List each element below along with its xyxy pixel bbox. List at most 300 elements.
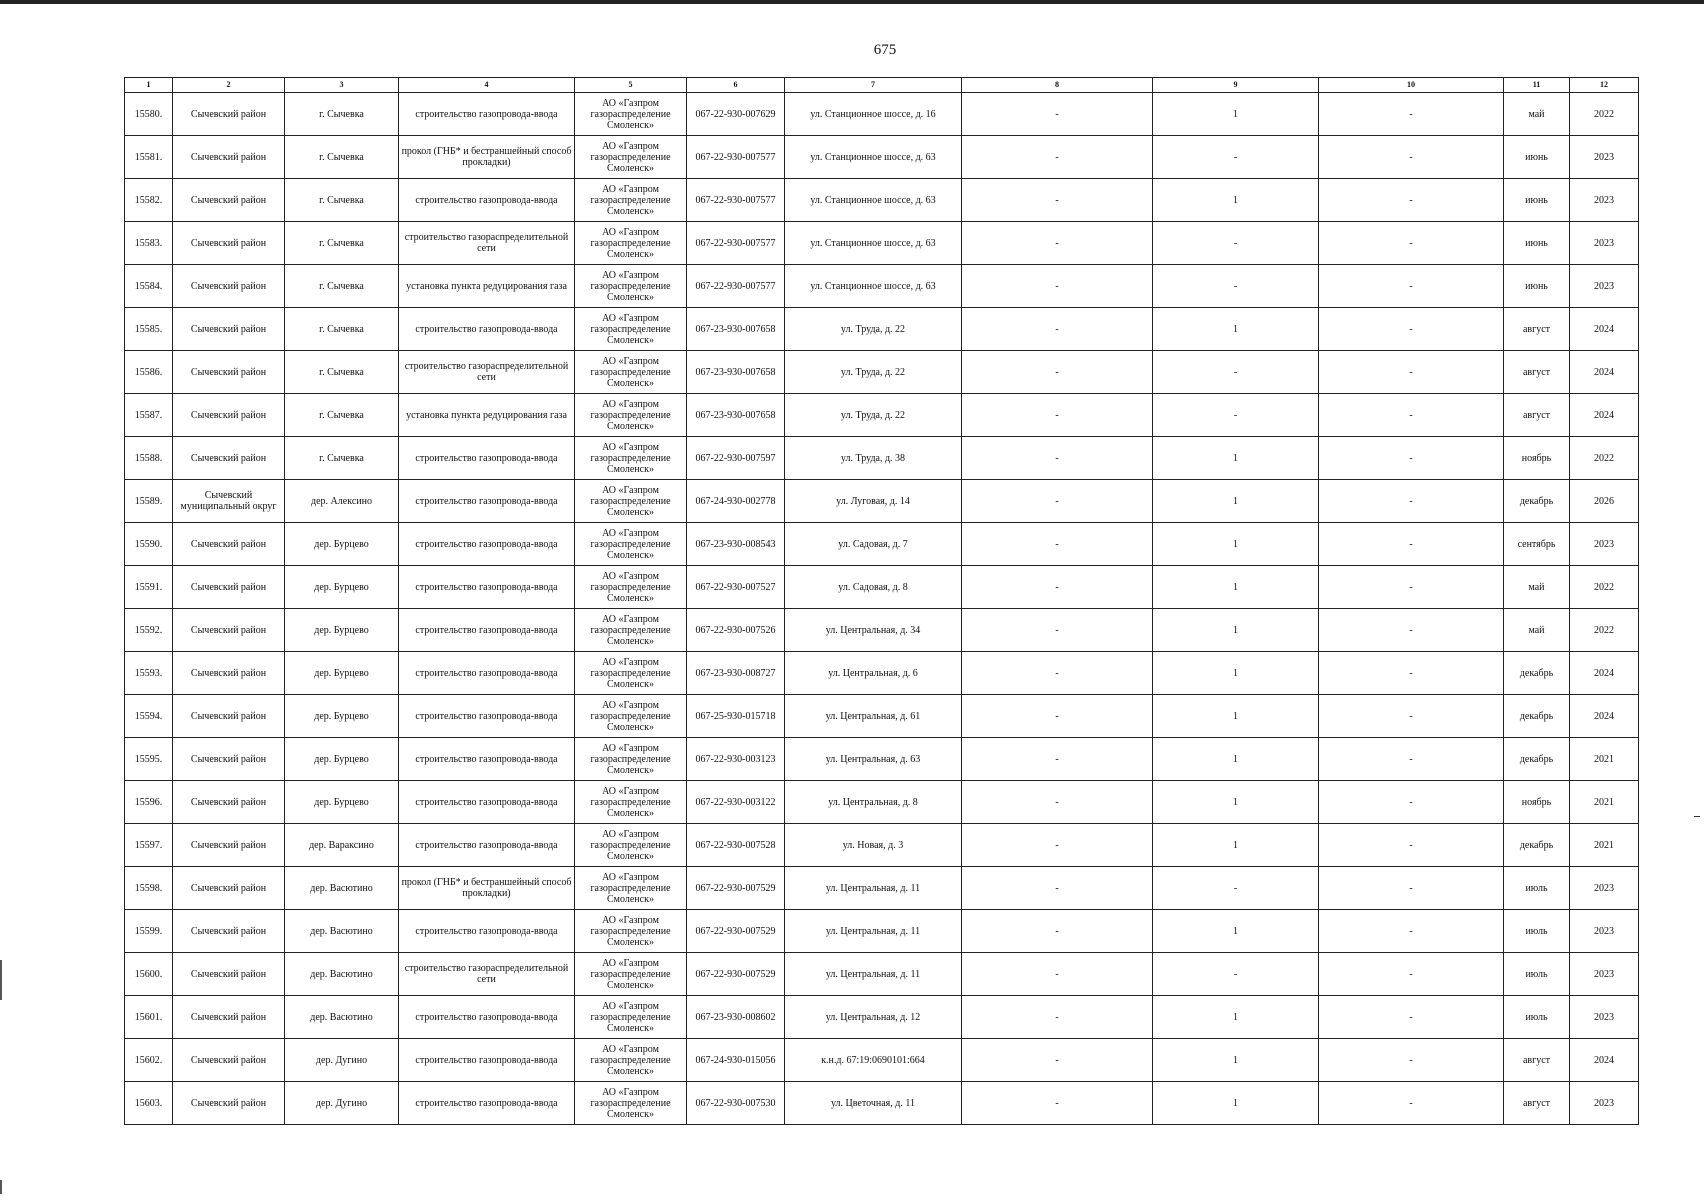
header-cell-5: 5 [575, 78, 687, 93]
header-cell-4: 4 [399, 78, 575, 93]
address-cell: ул. Центральная, д. 6 [785, 652, 962, 695]
col8-cell: - [962, 308, 1153, 351]
table-row [125, 179, 1639, 222]
district-cell: Сычевский район [173, 738, 285, 781]
work-type-cell: строительство газопровода-ввода [399, 566, 575, 609]
address-cell: ул. Садовая, д. 7 [785, 523, 962, 566]
header-cell-3: 3 [285, 78, 399, 93]
address-cell: ул. Труда, д. 22 [785, 394, 962, 437]
col9-cell: 1 [1153, 824, 1319, 867]
work-type-cell: строительство газопровода-ввода [399, 1082, 575, 1125]
district-cell: Сычевский район [173, 523, 285, 566]
table-row [125, 480, 1639, 523]
col9-cell: 1 [1153, 523, 1319, 566]
application-number-cell: 067-23-930-008727 [687, 652, 785, 695]
organization-cell: АО «Газпром газораспределение Смоленск» [575, 781, 687, 824]
table-row [125, 695, 1639, 738]
col8-cell: - [962, 867, 1153, 910]
settlement-cell: г. Сычевка [285, 308, 399, 351]
year-cell: 2024 [1570, 652, 1639, 695]
header-cell-7: 7 [785, 78, 962, 93]
table-row [125, 437, 1639, 480]
organization-cell: АО «Газпром газораспределение Смоленск» [575, 265, 687, 308]
col9-cell: - [1153, 394, 1319, 437]
row-number-cell: 15594. [125, 695, 173, 738]
month-cell: декабрь [1504, 738, 1570, 781]
page-number: 675 [873, 42, 897, 58]
application-number-cell: 067-22-930-007529 [687, 953, 785, 996]
table-row [125, 566, 1639, 609]
col9-cell: 1 [1153, 566, 1319, 609]
district-cell: Сычевский район [173, 93, 285, 136]
application-number-cell: 067-22-930-007528 [687, 824, 785, 867]
work-type-cell: установка пункта редуцирования газа [399, 394, 575, 437]
row-number-cell: 15597. [125, 824, 173, 867]
month-cell: май [1504, 566, 1570, 609]
settlement-cell: дер. Бурцево [285, 781, 399, 824]
col8-cell: - [962, 695, 1153, 738]
col10-cell: - [1319, 1039, 1504, 1082]
organization-cell: АО «Газпром газораспределение Смоленск» [575, 351, 687, 394]
col10-cell: - [1319, 437, 1504, 480]
month-cell: декабрь [1504, 480, 1570, 523]
address-cell: ул. Центральная, д. 11 [785, 867, 962, 910]
month-cell: май [1504, 93, 1570, 136]
district-cell: Сычевский муниципальный округ [173, 480, 285, 523]
col10-cell: - [1319, 996, 1504, 1039]
col10-cell: - [1319, 523, 1504, 566]
work-type-cell: прокол (ГНБ* и бестраншейный способ прокладки) [399, 136, 575, 179]
row-number-cell: 15592. [125, 609, 173, 652]
month-cell: август [1504, 1039, 1570, 1082]
application-number-cell: 067-23-930-008602 [687, 996, 785, 1039]
col10-cell: - [1319, 93, 1504, 136]
header-cell-12: 12 [1570, 78, 1639, 93]
table-body [125, 93, 1639, 1125]
settlement-cell: г. Сычевка [285, 136, 399, 179]
table-row [125, 781, 1639, 824]
address-cell: ул. Станционное шоссе, д. 63 [785, 179, 962, 222]
settlement-cell: г. Сычевка [285, 222, 399, 265]
row-number-cell: 15585. [125, 308, 173, 351]
work-type-cell: строительство газораспределительной сети [399, 222, 575, 265]
year-cell: 2024 [1570, 1039, 1639, 1082]
settlement-cell: г. Сычевка [285, 179, 399, 222]
col8-cell: - [962, 480, 1153, 523]
application-number-cell: 067-22-930-007577 [687, 179, 785, 222]
work-type-cell: строительство газопровода-ввода [399, 824, 575, 867]
row-number-cell: 15588. [125, 437, 173, 480]
table-row [125, 351, 1639, 394]
col10-cell: - [1319, 695, 1504, 738]
month-cell: август [1504, 394, 1570, 437]
col8-cell: - [962, 781, 1153, 824]
district-cell: Сычевский район [173, 308, 285, 351]
settlement-cell: дер. Вараксино [285, 824, 399, 867]
settlement-cell: г. Сычевка [285, 265, 399, 308]
col10-cell: - [1319, 781, 1504, 824]
application-number-cell: 067-25-930-015718 [687, 695, 785, 738]
address-cell: ул. Цветочная, д. 11 [785, 1082, 962, 1125]
year-cell: 2022 [1570, 437, 1639, 480]
work-type-cell: строительство газопровода-ввода [399, 910, 575, 953]
col10-cell: - [1319, 222, 1504, 265]
district-cell: Сычевский район [173, 179, 285, 222]
month-cell: июнь [1504, 222, 1570, 265]
scan-edge-mark [0, 1180, 2, 1194]
table-row [125, 609, 1639, 652]
col8-cell: - [962, 738, 1153, 781]
month-cell: август [1504, 1082, 1570, 1125]
work-type-cell: строительство газопровода-ввода [399, 93, 575, 136]
col9-cell: 1 [1153, 1039, 1319, 1082]
year-cell: 2023 [1570, 136, 1639, 179]
organization-cell: АО «Газпром газораспределение Смоленск» [575, 566, 687, 609]
col9-cell: - [1153, 351, 1319, 394]
address-cell: ул. Центральная, д. 34 [785, 609, 962, 652]
year-cell: 2023 [1570, 910, 1639, 953]
col8-cell: - [962, 1039, 1153, 1082]
organization-cell: АО «Газпром газораспределение Смоленск» [575, 867, 687, 910]
address-cell: ул. Центральная, д. 8 [785, 781, 962, 824]
col9-cell: 1 [1153, 437, 1319, 480]
col10-cell: - [1319, 566, 1504, 609]
col10-cell: - [1319, 953, 1504, 996]
col9-cell: 1 [1153, 480, 1319, 523]
work-type-cell: установка пункта редуцирования газа [399, 265, 575, 308]
district-cell: Сычевский район [173, 781, 285, 824]
application-number-cell: 067-22-930-003122 [687, 781, 785, 824]
settlement-cell: дер. Бурцево [285, 738, 399, 781]
row-number-cell: 15581. [125, 136, 173, 179]
work-type-cell: строительство газораспределительной сети [399, 351, 575, 394]
organization-cell: АО «Газпром газораспределение Смоленск» [575, 136, 687, 179]
year-cell: 2023 [1570, 179, 1639, 222]
col10-cell: - [1319, 394, 1504, 437]
table-row [125, 1082, 1639, 1125]
work-type-cell: строительство газопровода-ввода [399, 738, 575, 781]
work-type-cell: строительство газопровода-ввода [399, 179, 575, 222]
month-cell: июль [1504, 996, 1570, 1039]
register-table [124, 77, 1639, 1125]
col8-cell: - [962, 394, 1153, 437]
col10-cell: - [1319, 308, 1504, 351]
col9-cell: - [1153, 265, 1319, 308]
month-cell: декабрь [1504, 652, 1570, 695]
month-cell: июнь [1504, 136, 1570, 179]
year-cell: 2022 [1570, 93, 1639, 136]
col8-cell: - [962, 179, 1153, 222]
col9-cell: 1 [1153, 1082, 1319, 1125]
district-cell: Сычевский район [173, 652, 285, 695]
district-cell: Сычевский район [173, 394, 285, 437]
address-cell: ул. Центральная, д. 11 [785, 953, 962, 996]
top-rule [0, 0, 1704, 4]
application-number-cell: 067-23-930-007658 [687, 308, 785, 351]
table-row [125, 394, 1639, 437]
col10-cell: - [1319, 652, 1504, 695]
month-cell: июнь [1504, 265, 1570, 308]
row-number-cell: 15601. [125, 996, 173, 1039]
month-cell: ноябрь [1504, 437, 1570, 480]
col10-cell: - [1319, 351, 1504, 394]
row-number-cell: 15591. [125, 566, 173, 609]
header-row [125, 78, 1639, 93]
table-row [125, 523, 1639, 566]
year-cell: 2023 [1570, 265, 1639, 308]
col8-cell: - [962, 566, 1153, 609]
row-number-cell: 15589. [125, 480, 173, 523]
settlement-cell: дер. Бурцево [285, 652, 399, 695]
row-number-cell: 15598. [125, 867, 173, 910]
col8-cell: - [962, 222, 1153, 265]
table-row [125, 738, 1639, 781]
year-cell: 2026 [1570, 480, 1639, 523]
application-number-cell: 067-22-930-007529 [687, 910, 785, 953]
organization-cell: АО «Газпром газораспределение Смоленск» [575, 695, 687, 738]
table-row [125, 910, 1639, 953]
address-cell: ул. Труда, д. 22 [785, 308, 962, 351]
application-number-cell: 067-22-930-007577 [687, 265, 785, 308]
address-cell: ул. Станционное шоссе, д. 63 [785, 136, 962, 179]
organization-cell: АО «Газпром газораспределение Смоленск» [575, 1039, 687, 1082]
work-type-cell: строительство газопровода-ввода [399, 480, 575, 523]
organization-cell: АО «Газпром газораспределение Смоленск» [575, 437, 687, 480]
col8-cell: - [962, 910, 1153, 953]
month-cell: август [1504, 351, 1570, 394]
col8-cell: - [962, 652, 1153, 695]
col9-cell: - [1153, 953, 1319, 996]
row-number-cell: 15586. [125, 351, 173, 394]
settlement-cell: дер. Бурцево [285, 609, 399, 652]
row-number-cell: 15583. [125, 222, 173, 265]
application-number-cell: 067-24-930-015056 [687, 1039, 785, 1082]
table-row [125, 93, 1639, 136]
table-row [125, 1039, 1639, 1082]
settlement-cell: дер. Бурцево [285, 695, 399, 738]
table-row [125, 824, 1639, 867]
application-number-cell: 067-22-930-007529 [687, 867, 785, 910]
year-cell: 2024 [1570, 351, 1639, 394]
col8-cell: - [962, 265, 1153, 308]
organization-cell: АО «Газпром газораспределение Смоленск» [575, 652, 687, 695]
settlement-cell: дер. Бурцево [285, 523, 399, 566]
address-cell: ул. Центральная, д. 12 [785, 996, 962, 1039]
col10-cell: - [1319, 867, 1504, 910]
work-type-cell: строительство газопровода-ввода [399, 652, 575, 695]
application-number-cell: 067-23-930-008543 [687, 523, 785, 566]
district-cell: Сычевский район [173, 136, 285, 179]
col9-cell: 1 [1153, 910, 1319, 953]
col8-cell: - [962, 996, 1153, 1039]
work-type-cell: строительство газопровода-ввода [399, 781, 575, 824]
month-cell: июль [1504, 953, 1570, 996]
district-cell: Сычевский район [173, 824, 285, 867]
address-cell: ул. Новая, д. 3 [785, 824, 962, 867]
scan-edge-mark [1694, 816, 1700, 817]
row-number-cell: 15590. [125, 523, 173, 566]
col9-cell: 1 [1153, 609, 1319, 652]
row-number-cell: 15582. [125, 179, 173, 222]
settlement-cell: г. Сычевка [285, 351, 399, 394]
year-cell: 2024 [1570, 394, 1639, 437]
district-cell: Сычевский район [173, 910, 285, 953]
application-number-cell: 067-22-930-007629 [687, 93, 785, 136]
application-number-cell: 067-22-930-007526 [687, 609, 785, 652]
organization-cell: АО «Газпром газораспределение Смоленск» [575, 222, 687, 265]
header-cell-1: 1 [125, 78, 173, 93]
settlement-cell: дер. Васютино [285, 867, 399, 910]
address-cell: ул. Труда, д. 22 [785, 351, 962, 394]
settlement-cell: г. Сычевка [285, 394, 399, 437]
col10-cell: - [1319, 179, 1504, 222]
district-cell: Сычевский район [173, 351, 285, 394]
district-cell: Сычевский район [173, 1082, 285, 1125]
year-cell: 2024 [1570, 308, 1639, 351]
month-cell: июль [1504, 867, 1570, 910]
district-cell: Сычевский район [173, 566, 285, 609]
address-cell: ул. Луговая, д. 14 [785, 480, 962, 523]
table-row [125, 996, 1639, 1039]
col8-cell: - [962, 93, 1153, 136]
settlement-cell: дер. Дугино [285, 1082, 399, 1125]
organization-cell: АО «Газпром газораспределение Смоленск» [575, 93, 687, 136]
month-cell: декабрь [1504, 824, 1570, 867]
table-header [125, 78, 1639, 93]
work-type-cell: прокол (ГНБ* и бестраншейный способ прокладки) [399, 867, 575, 910]
row-number-cell: 15602. [125, 1039, 173, 1082]
year-cell: 2021 [1570, 824, 1639, 867]
work-type-cell: строительство газопровода-ввода [399, 437, 575, 480]
address-cell: ул. Станционное шоссе, д. 63 [785, 222, 962, 265]
district-cell: Сычевский район [173, 695, 285, 738]
col9-cell: 1 [1153, 781, 1319, 824]
district-cell: Сычевский район [173, 867, 285, 910]
header-cell-6: 6 [687, 78, 785, 93]
month-cell: ноябрь [1504, 781, 1570, 824]
row-number-cell: 15603. [125, 1082, 173, 1125]
year-cell: 2023 [1570, 222, 1639, 265]
year-cell: 2021 [1570, 738, 1639, 781]
row-number-cell: 15595. [125, 738, 173, 781]
application-number-cell: 067-23-930-007658 [687, 394, 785, 437]
month-cell: июнь [1504, 179, 1570, 222]
organization-cell: АО «Газпром газораспределение Смоленск» [575, 480, 687, 523]
table-row [125, 953, 1639, 996]
district-cell: Сычевский район [173, 609, 285, 652]
year-cell: 2021 [1570, 781, 1639, 824]
work-type-cell: строительство газопровода-ввода [399, 695, 575, 738]
work-type-cell: строительство газопровода-ввода [399, 996, 575, 1039]
organization-cell: АО «Газпром газораспределение Смоленск» [575, 394, 687, 437]
col10-cell: - [1319, 136, 1504, 179]
header-cell-10: 10 [1319, 78, 1504, 93]
district-cell: Сычевский район [173, 996, 285, 1039]
col10-cell: - [1319, 910, 1504, 953]
application-number-cell: 067-22-930-007577 [687, 222, 785, 265]
organization-cell: АО «Газпром газораспределение Смоленск» [575, 824, 687, 867]
col9-cell: - [1153, 222, 1319, 265]
organization-cell: АО «Газпром газораспределение Смоленск» [575, 308, 687, 351]
month-cell: июль [1504, 910, 1570, 953]
address-cell: ул. Центральная, д. 61 [785, 695, 962, 738]
application-number-cell: 067-22-930-007530 [687, 1082, 785, 1125]
row-number-cell: 15600. [125, 953, 173, 996]
year-cell: 2022 [1570, 609, 1639, 652]
settlement-cell: дер. Бурцево [285, 566, 399, 609]
application-number-cell: 067-22-930-007577 [687, 136, 785, 179]
col8-cell: - [962, 351, 1153, 394]
settlement-cell: дер. Васютино [285, 910, 399, 953]
district-cell: Сычевский район [173, 953, 285, 996]
month-cell: август [1504, 308, 1570, 351]
work-type-cell: строительство газораспределительной сети [399, 953, 575, 996]
row-number-cell: 15584. [125, 265, 173, 308]
col8-cell: - [962, 523, 1153, 566]
header-cell-2: 2 [173, 78, 285, 93]
month-cell: май [1504, 609, 1570, 652]
row-number-cell: 15593. [125, 652, 173, 695]
month-cell: декабрь [1504, 695, 1570, 738]
settlement-cell: дер. Дугино [285, 1039, 399, 1082]
year-cell: 2023 [1570, 867, 1639, 910]
district-cell: Сычевский район [173, 222, 285, 265]
year-cell: 2022 [1570, 566, 1639, 609]
col9-cell: 1 [1153, 738, 1319, 781]
settlement-cell: г. Сычевка [285, 437, 399, 480]
organization-cell: АО «Газпром газораспределение Смоленск» [575, 738, 687, 781]
col9-cell: - [1153, 136, 1319, 179]
organization-cell: АО «Газпром газораспределение Смоленск» [575, 953, 687, 996]
work-type-cell: строительство газопровода-ввода [399, 523, 575, 566]
header-cell-8: 8 [962, 78, 1153, 93]
table-row [125, 308, 1639, 351]
col8-cell: - [962, 136, 1153, 179]
organization-cell: АО «Газпром газораспределение Смоленск» [575, 910, 687, 953]
settlement-cell: дер. Васютино [285, 996, 399, 1039]
settlement-cell: дер. Алексино [285, 480, 399, 523]
settlement-cell: г. Сычевка [285, 93, 399, 136]
address-cell: ул. Центральная, д. 63 [785, 738, 962, 781]
address-cell: к.н.д. 67:19:0690101:664 [785, 1039, 962, 1082]
work-type-cell: строительство газопровода-ввода [399, 308, 575, 351]
year-cell: 2023 [1570, 996, 1639, 1039]
table-row [125, 265, 1639, 308]
col8-cell: - [962, 953, 1153, 996]
application-number-cell: 067-22-930-007597 [687, 437, 785, 480]
application-number-cell: 067-22-930-003123 [687, 738, 785, 781]
header-cell-9: 9 [1153, 78, 1319, 93]
month-cell: сентябрь [1504, 523, 1570, 566]
application-number-cell: 067-23-930-007658 [687, 351, 785, 394]
col9-cell: 1 [1153, 695, 1319, 738]
col10-cell: - [1319, 265, 1504, 308]
col8-cell: - [962, 437, 1153, 480]
table-row [125, 222, 1639, 265]
col10-cell: - [1319, 609, 1504, 652]
organization-cell: АО «Газпром газораспределение Смоленск» [575, 179, 687, 222]
col9-cell: 1 [1153, 93, 1319, 136]
row-number-cell: 15580. [125, 93, 173, 136]
work-type-cell: строительство газопровода-ввода [399, 1039, 575, 1082]
col8-cell: - [962, 824, 1153, 867]
header-cell-11: 11 [1504, 78, 1570, 93]
work-type-cell: строительство газопровода-ввода [399, 609, 575, 652]
organization-cell: АО «Газпром газораспределение Смоленск» [575, 523, 687, 566]
col9-cell: 1 [1153, 996, 1319, 1039]
address-cell: ул. Центральная, д. 11 [785, 910, 962, 953]
col8-cell: - [962, 609, 1153, 652]
